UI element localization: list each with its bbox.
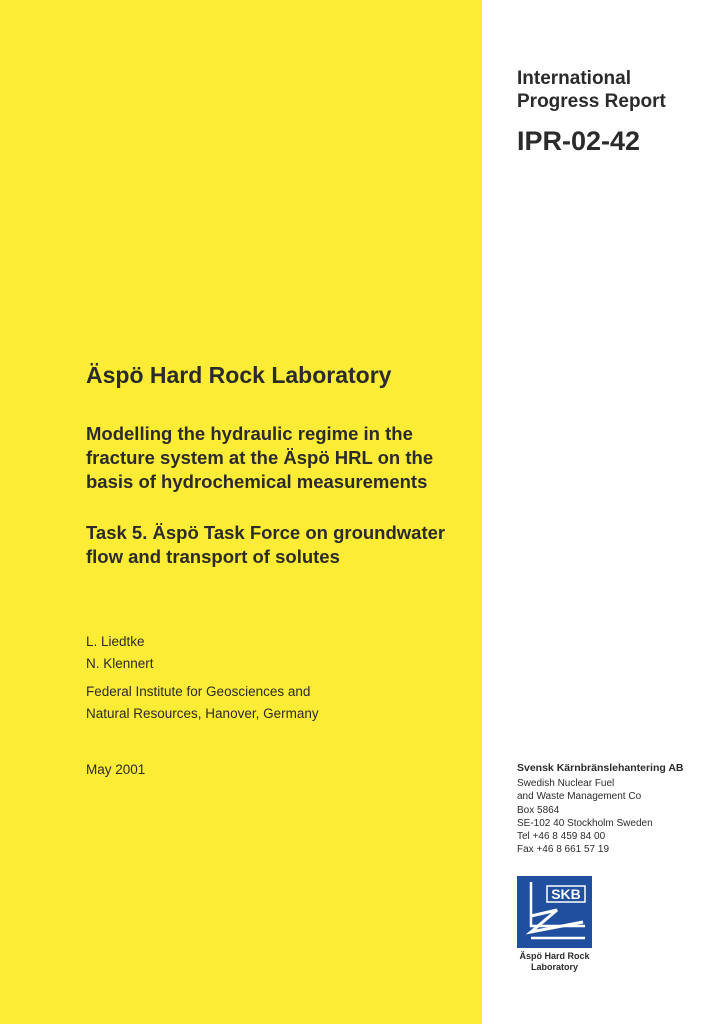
logo-text: SKB: [551, 886, 581, 902]
company-address: [517, 762, 684, 856]
task-title-line: Task 5. Äspö Task Force on groundwater: [86, 522, 446, 543]
subtitle-line: Modelling the hydraulic regime in the: [86, 423, 413, 444]
lab-title: Äspö Hard Rock Laboratory: [86, 362, 392, 388]
affiliation-line: Natural Resources, Hanover, Germany: [86, 706, 319, 721]
publication-date: May 2001: [86, 762, 146, 777]
company-phone: Tel +46 8 459 84 00: [517, 831, 606, 843]
company-line: Swedish Nuclear Fuel: [517, 778, 615, 790]
task-title-line: flow and transport of solutes: [86, 546, 340, 567]
author-name: L. Liedtke: [86, 634, 145, 649]
affiliation: [86, 681, 319, 725]
logo-caption-line: Laboratory: [530, 962, 578, 972]
logo-caption: [517, 951, 592, 973]
company-name: Svensk Kärnbränslehantering AB: [517, 762, 684, 774]
company-line: SE-102 40 Stockholm Sweden: [517, 817, 653, 829]
affiliation-line: Federal Institute for Geosciences and: [86, 684, 311, 699]
author-name: N. Klennert: [86, 656, 154, 671]
subtitle-line: fracture system at the Äspö HRL on the: [86, 447, 434, 468]
report-subtitle: [86, 422, 476, 494]
series-label: [517, 67, 666, 113]
skb-logo-icon: [517, 876, 592, 948]
logo-caption-line: Äspö Hard Rock: [519, 951, 590, 961]
author-list: [86, 631, 154, 675]
task-title: [86, 521, 476, 569]
series-line-1: International: [517, 68, 632, 89]
subtitle-line: basis of hydrochemical measurements: [86, 471, 428, 492]
company-fax: Fax +46 8 661 57 19: [517, 844, 610, 856]
series-line-2: Progress Report: [517, 91, 666, 112]
company-line: Box 5864: [517, 804, 560, 816]
company-line: and Waste Management Co: [517, 791, 642, 803]
report-number: IPR-02-42: [517, 126, 641, 156]
